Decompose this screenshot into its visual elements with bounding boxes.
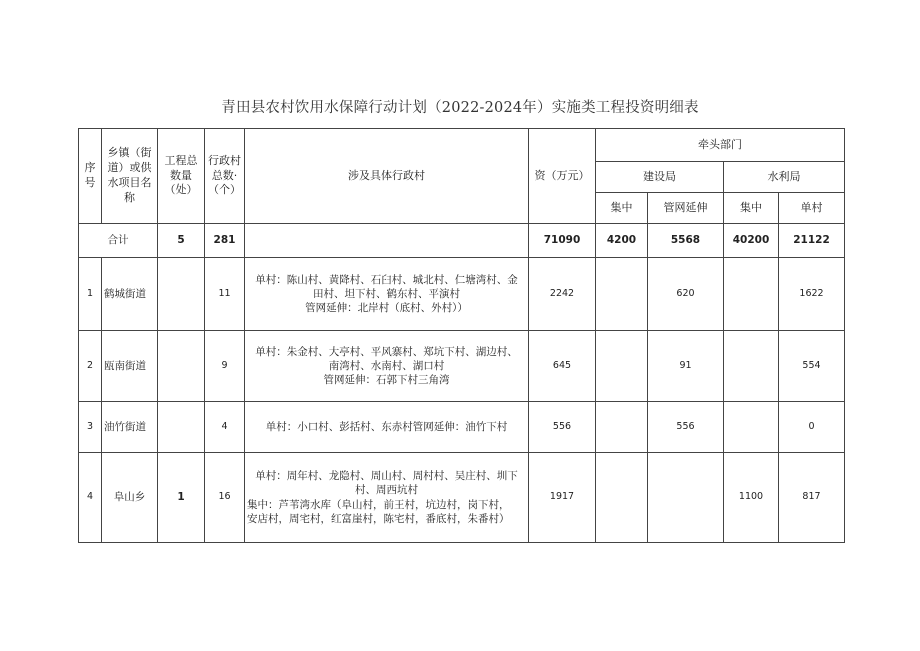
village-line: 管网延伸：北岸村（底村、外村）） xyxy=(305,302,468,315)
total-sl-central: 40200 xyxy=(724,224,779,258)
row-name: 鹤城街道 xyxy=(102,258,158,331)
row-seq: 3 xyxy=(79,402,102,453)
total-investment: 71090 xyxy=(529,224,596,258)
village-line: 单村：朱金村、大亭村、平风寨村、郑坑下村、湖边村、 xyxy=(255,345,518,358)
header-sl-single: 单村 xyxy=(779,193,845,224)
row-villages xyxy=(245,258,529,331)
header-investment: 资（万元） xyxy=(529,129,596,224)
total-admin-villages: 281 xyxy=(205,224,245,258)
header-lead-dept: 牵头部门 xyxy=(596,129,845,162)
row-villages xyxy=(245,453,529,543)
row-js-pipe: 556 xyxy=(648,402,724,453)
row-seq: 4 xyxy=(79,453,102,543)
header-admin-villages: 行政村总数·（个） xyxy=(205,129,245,224)
village-line: 管网延伸：石郭下村三角湾 xyxy=(323,374,450,387)
row-investment: 1917 xyxy=(529,453,596,543)
total-js-pipe: 5568 xyxy=(648,224,724,258)
row-sl-central: 1100 xyxy=(724,453,779,543)
table-row xyxy=(79,453,845,543)
village-line: 集中：芦苇湾水库（阜山村，前王村，坑边村，岗下村， xyxy=(247,498,510,511)
row-sl-central xyxy=(724,402,779,453)
village-line: 村、周西坑村 xyxy=(355,484,418,497)
row-projects xyxy=(158,402,205,453)
row-admin-villages: 9 xyxy=(205,331,245,402)
village-line: 安店村，周宅村，红富崖村，陈宅村，番底村，朱番村） xyxy=(247,512,510,525)
village-line: 田村、坦下村、鹤东村、平演村 xyxy=(313,287,460,300)
total-label: 合计 xyxy=(79,224,158,258)
row-name: 阜山乡 xyxy=(102,453,158,543)
page-title: 青田县农村饮用水保障行动计划（2022-2024年）实施类工程投资明细表 xyxy=(221,100,699,116)
row-admin-villages: 16 xyxy=(205,453,245,543)
total-js-central: 4200 xyxy=(596,224,648,258)
total-villages xyxy=(245,224,529,258)
row-sl-single: 1622 xyxy=(779,258,845,331)
row-projects xyxy=(158,331,205,402)
village-line: 单村：周年村、龙隐村、周山村、周村村、吴庄村、圳下 xyxy=(255,470,518,483)
village-line: 单村：陈山村、黄降村、石臼村、城北村、仁塘湾村、金 xyxy=(255,273,518,286)
header-seq: 序号 xyxy=(79,129,102,224)
row-js-central xyxy=(596,258,648,331)
row-js-pipe: 91 xyxy=(648,331,724,402)
row-investment: 645 xyxy=(529,331,596,402)
row-js-pipe: 620 xyxy=(648,258,724,331)
row-sl-single: 817 xyxy=(779,453,845,543)
row-sl-central xyxy=(724,258,779,331)
village-line: 南湾村、水南村、湖口村 xyxy=(328,359,445,372)
total-projects: 5 xyxy=(158,224,205,258)
row-admin-villages: 4 xyxy=(205,402,245,453)
village-line: 单村：小口村、彭括村、东赤村管网延伸：油竹下村 xyxy=(265,420,508,433)
row-villages xyxy=(245,331,529,402)
total-sl-single: 21122 xyxy=(779,224,845,258)
header-js-pipe: 管网延伸 xyxy=(648,193,724,224)
header-sl-central: 集中 xyxy=(724,193,779,224)
header-shuili: 水利局 xyxy=(724,162,845,193)
row-sl-single: 554 xyxy=(779,331,845,402)
row-name: 油竹街道 xyxy=(102,402,158,453)
table-row xyxy=(79,258,845,331)
row-sl-central xyxy=(724,331,779,402)
row-investment: 2242 xyxy=(529,258,596,331)
table-row xyxy=(79,331,845,402)
investment-table xyxy=(78,128,845,543)
header-town: 乡镇（街道）或供水项目名称 xyxy=(102,129,158,224)
row-investment: 556 xyxy=(529,402,596,453)
header-jianshe: 建设局 xyxy=(596,162,724,193)
row-js-central xyxy=(596,402,648,453)
row-projects xyxy=(158,258,205,331)
row-js-pipe xyxy=(648,453,724,543)
total-row xyxy=(79,224,845,258)
header-js-central: 集中 xyxy=(596,193,648,224)
row-js-central xyxy=(596,331,648,402)
row-admin-villages: 11 xyxy=(205,258,245,331)
row-projects: 1 xyxy=(158,453,205,543)
row-villages xyxy=(245,402,529,453)
row-js-central xyxy=(596,453,648,543)
header-projects: 工程总数量（处） xyxy=(158,129,205,224)
row-sl-single: 0 xyxy=(779,402,845,453)
row-seq: 1 xyxy=(79,258,102,331)
header-villages: 涉及具体行政村 xyxy=(245,129,529,224)
table-row xyxy=(79,402,845,453)
row-seq: 2 xyxy=(79,331,102,402)
row-name: 瓯南街道 xyxy=(102,331,158,402)
